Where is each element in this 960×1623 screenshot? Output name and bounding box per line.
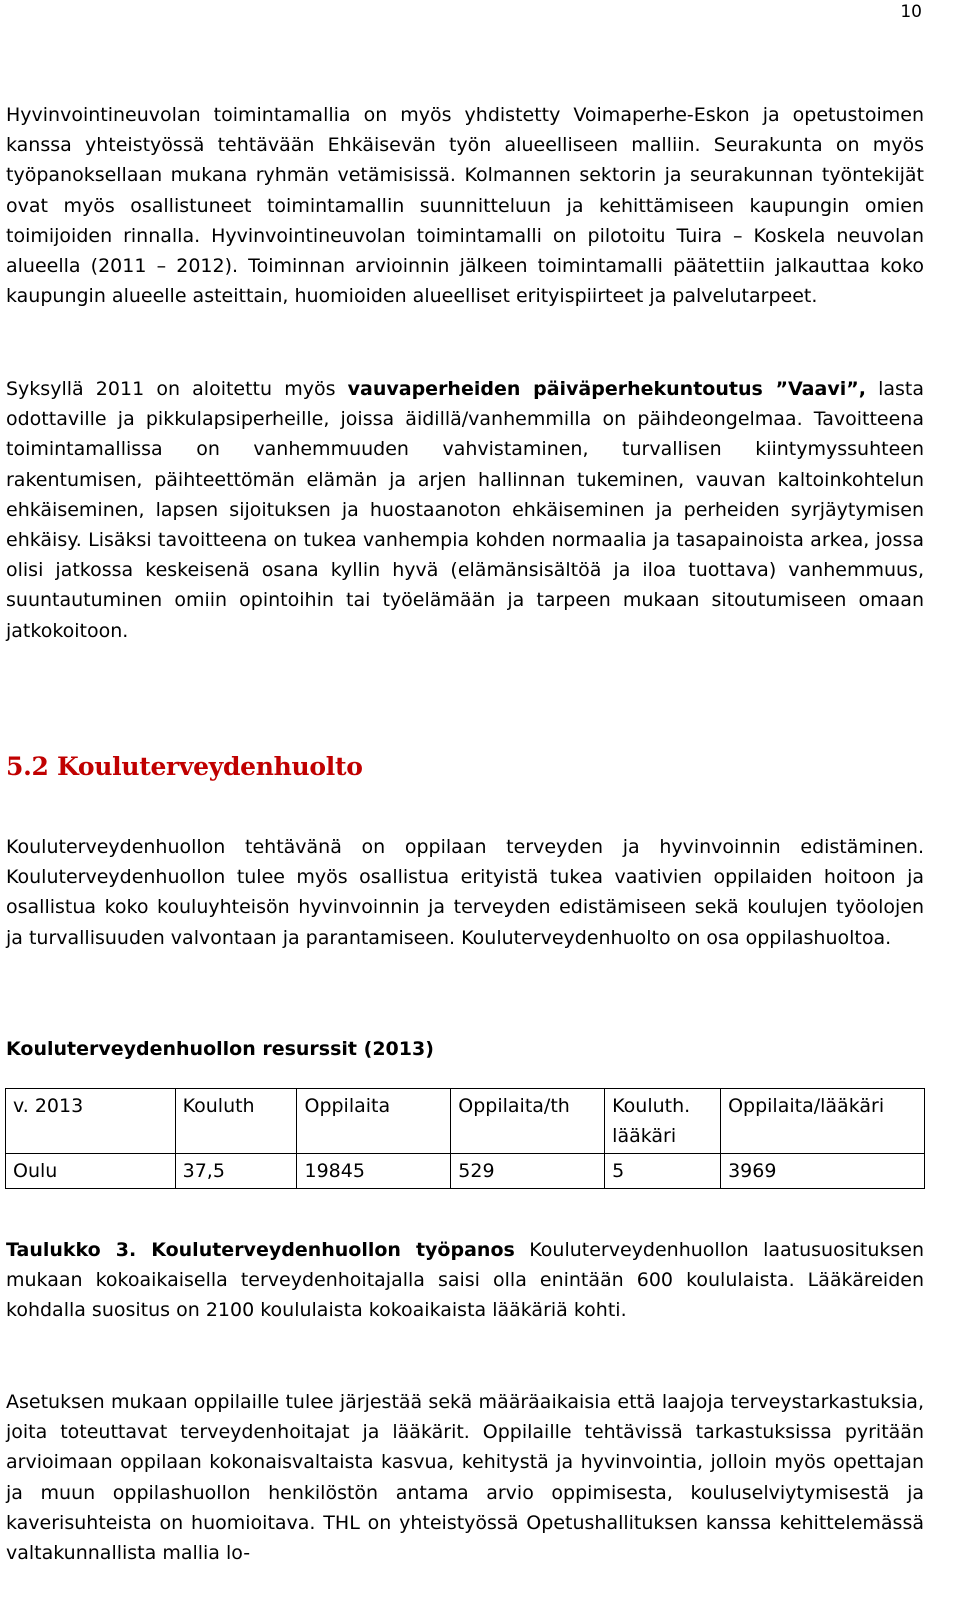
paragraph-hyvinvointineuvola: Hyvinvointineuvolan toimintamallia on myös yhdistetty Voimaperhe-Eskon ja opetustoimen kanssa yhteistyössä tehtävään Ehkäisevän työn alueelliseen malliin. Seurakunta on myös työpanoksellaan mukana ryhmän vetämisissä. Kolmannen sektorin ja seurakunnan työntekijät ovat myös osallistuneet toimintamallin suunnitteluun ja kehittämiseen kaupungin omien toimijoiden rinnalla. Hyvinvointineuvolan toimintamalli on pilotoitu Tuira – Koskela neuvolan alueella (2011 – 2012). Toiminnan arvioinnin jälkeen toimintamalli päätettiin jalkauttaa koko kaupungin alueelle asteittain, huomioiden alueelliset erityispiirteet ja palvelutarpeet. [6, 104, 924, 308]
paragraph-tyopanos-rest: Kouluterveydenhuollon laatusuosituksen mukaan kokoaikaisella terveydenhoitajalla saisi olla enintään 600 koululaista. Lääkäreiden kohdalla suositus on 2100 koululaista kokoaikaista lääkäriä kohti. [6, 1239, 925, 1322]
section-heading [6, 752, 363, 781]
paragraph-vaavi-bold: vauvaperheiden päiväperhekuntoutus ”Vaavi”, [347, 378, 866, 400]
table-header-cell: Oppilaita/lääkäri [721, 1089, 925, 1154]
table-cell: 19845 [297, 1154, 451, 1189]
paragraph-tyopanos [6, 1235, 924, 1326]
table-header-cell: v. 2013 [6, 1089, 176, 1154]
paragraph-vaavi-start: Syksyllä 2011 on aloitettu myös [6, 378, 348, 400]
resources-table [5, 1088, 925, 1189]
section-number: 5.2 [6, 752, 49, 781]
table-header-cell: Oppilaita/th [451, 1089, 605, 1154]
table-title: Kouluterveydenhuollon resurssit (2013) [6, 1038, 434, 1060]
table-cell: 529 [451, 1154, 605, 1189]
table-header-cell: Oppilaita [297, 1089, 451, 1154]
paragraph-vaavi [6, 374, 924, 646]
table-cell: Oulu [6, 1154, 176, 1189]
table-header-cell: Kouluth [175, 1089, 297, 1154]
table-header-row [6, 1089, 925, 1154]
paragraph-vaavi-rest: lasta odottaville ja pikkulapsiperheille, joissa äidillä/vanhemmilla on päihdeongelmaa. Tavoitteena toimintamallissa on vanhemmuuden vahvistaminen, turvallisen kiintymyssuhteen rakentumisen, päihteettömän elämän ja arjen hallinnan tukeminen, vauvan kaltoinkohtelun ehkäiseminen, lapsen sijoituksen ja huostaanoton ehkäiseminen ja perheiden syrjäytymisen ehkäisy. Lisäksi tavoitteena on tukea vanhempia kohden normaalia ja tasapainoista arkea, jossa olisi jatkossa keskeisenä osana kyllin hyvä (elämänsisältöä ja iloa tuottava) vanhemmuus, suuntautuminen omiin opintoihin tai työelämään ja tarpeen mukaan sitoutumiseen omaan jatkokoitoon. [6, 378, 924, 642]
paragraph-terveystarkastukset: Asetuksen mukaan oppilaille tulee järjestää sekä määräaikaisia että laajoja terveystarkastuksia, joita toteuttavat terveydenhoitajat ja lääkärit. Oppilaille tehtävissä tarkastuksissa pyritään arvioimaan oppilaan kokonaisvaltaista kasvua, kehitystä ja hyvinvointia, jolloin myös opettajan ja muun oppilashuollon henkilöstön antama arvio oppimisesta, kouluselviytymisestä ja kaverisuhteista on huomioitava. THL on yhteistyössä Opetushallituksen kanssa kehittelemässä valtakunnallista mallia lo- [6, 1391, 924, 1565]
table-cell: 37,5 [175, 1154, 297, 1189]
section-title: Kouluterveydenhuolto [57, 752, 363, 781]
table-cell: 5 [605, 1154, 721, 1189]
table-header-cell: Kouluth. lääkäri [605, 1089, 721, 1154]
page-number: 10 [900, 2, 922, 22]
table-cell: 3969 [721, 1154, 925, 1189]
table-row [6, 1154, 925, 1189]
table-caption: Taulukko 3. Kouluterveydenhuollon työpanos [6, 1239, 515, 1261]
paragraph-kouluterveydenhuolto: Kouluterveydenhuollon tehtävänä on oppilaan terveyden ja hyvinvoinnin edistäminen. Kouluterveydenhuollon tulee myös osallistua erityistä tukea vaativien oppilaiden hoitoon ja osallistua koko kouluyhteisön hyvinvoinnin ja terveyden edistämiseen sekä koulujen työolojen ja turvallisuuden valvontaan ja parantamiseen. Kouluterveydenhuolto on osa oppilashuoltoa. [6, 836, 924, 949]
